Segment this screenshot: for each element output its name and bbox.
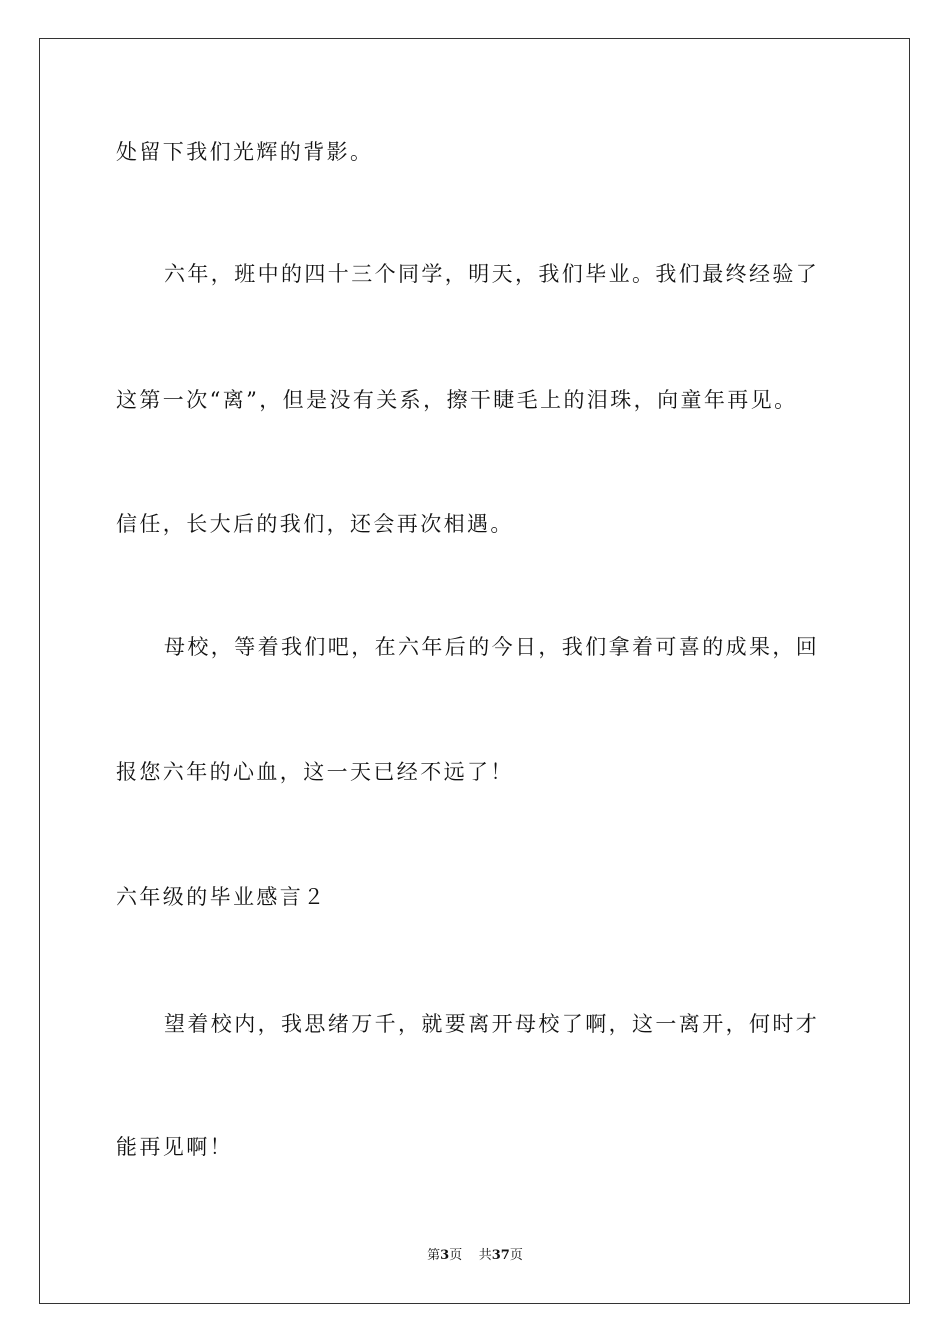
paragraph-line: 这第一次“离”，但是没有关系，擦干睫毛上的泪珠，向童年再见。 [116,388,798,412]
total-prefix: 共 [478,1248,492,1263]
paragraph-line: 望着校内，我思绪万千，就要离开母校了啊，这一离开，何时才 [164,1012,820,1036]
page-suffix: 页 [449,1248,463,1263]
paragraph-line: 处留下我们光辉的背影。 [116,140,374,164]
page-footer [0,1248,950,1264]
total-pages-number: 37 [491,1248,510,1263]
total-suffix: 页 [509,1248,523,1263]
paragraph-line: 母校，等着我们吧，在六年后的今日，我们拿着可喜的成果，回 [164,635,820,659]
page-border [39,38,910,1304]
page-prefix: 第 [427,1248,441,1263]
paragraph-line: 六年，班中的四十三个同学，明天，我们毕业。我们最终经验了 [164,262,820,286]
section-heading: 六年级的毕业感言２ [116,885,327,909]
paragraph-line: 报您六年的心血，这一天已经不远了！ [116,760,514,784]
current-page-number: 3 [440,1248,450,1263]
paragraph-line: 信任，长大后的我们，还会再次相遇。 [116,512,514,536]
paragraph-line: 能再见啊！ [116,1135,233,1159]
